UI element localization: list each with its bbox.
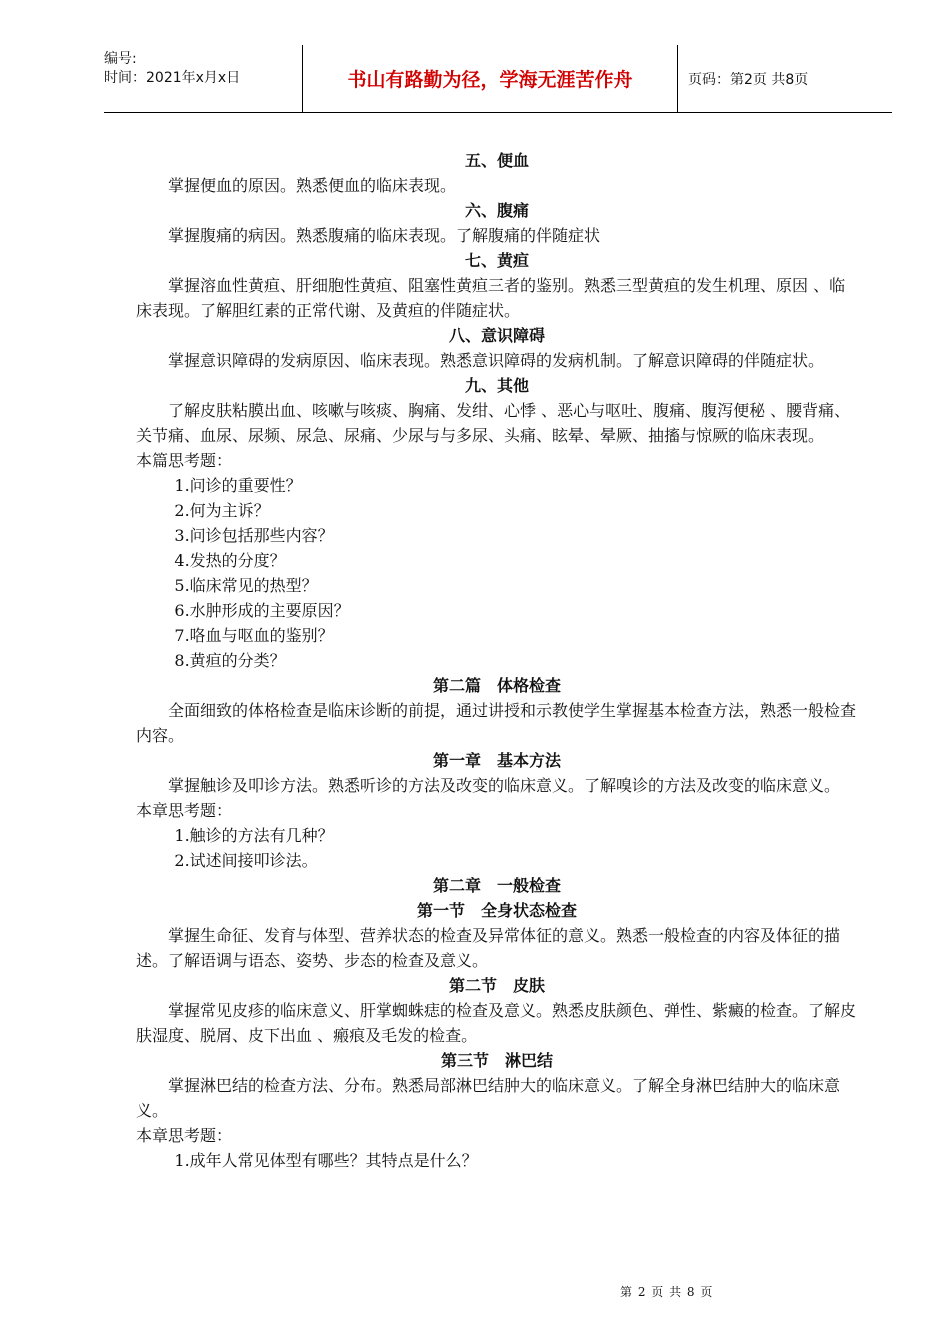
section-heading: 第一章 基本方法 xyxy=(432,751,561,770)
body-paragraph: 掌握淋巴结的检查方法、分布。熟悉局部淋巴结肿大的临床意义。了解全身淋巴结肿大的临床意义。 xyxy=(136,1076,841,1120)
number-label: 编号: xyxy=(104,51,137,67)
section-heading: 六、腹痛 xyxy=(464,201,529,220)
question-item: 1.问诊的重要性？ xyxy=(174,476,302,495)
body-paragraph: 掌握生命征、发育与体型、营养状态的检查及异常体征的意义。熟悉一般检查的内容及体征的描述。了解语调与语态、姿势、步态的检查及意义。 xyxy=(136,926,841,970)
body-paragraph: 掌握溶血性黄疸、肝细胞性黄疸、阻塞性黄疸三者的鉴别。熟悉三型黄疸的发生机理、原因 、临床表现。了解胆红素的正常代谢、及黄疸的伴随症状。 xyxy=(136,276,846,320)
section-heading: 五、便血 xyxy=(464,151,529,170)
motto-text: 书山有路勤为径，学海无涯苦作舟 xyxy=(347,69,633,91)
question-item: 8.黄疸的分类？ xyxy=(174,651,286,670)
question-item: 1.触诊的方法有几种？ xyxy=(174,826,334,845)
section-heading: 第二节 皮肤 xyxy=(448,976,545,995)
date-label: 时间：2021年x月x日 xyxy=(104,70,241,86)
body-paragraph: 掌握触诊及叩诊方法。熟悉听诊的方法及改变的临床意义。了解嗅诊的方法及改变的临床意义。 xyxy=(168,776,841,795)
body-paragraph: 掌握常见皮疹的临床意义、肝掌蜘蛛痣的检查及意义。熟悉皮肤颜色、弹性、紫癜的检查。了解皮肤湿度、脱屑、皮下出血 、瘢痕及毛发的检查。 xyxy=(136,1001,857,1045)
section-heading: 七、黄疸 xyxy=(464,251,529,270)
section-heading: 第一节 全身状态检查 xyxy=(416,901,577,920)
header-left-cell xyxy=(104,45,302,112)
body-paragraph: 掌握腹痛的病因。熟悉腹痛的临床表现。了解腹痛的伴随症状 xyxy=(168,226,601,245)
section-heading: 第三节 淋巴结 xyxy=(440,1051,553,1070)
question-item: 2.何为主诉？ xyxy=(174,501,270,520)
question-item: 6.水肿形成的主要原因？ xyxy=(174,601,350,620)
page-header xyxy=(104,45,892,113)
question-list-title: 本篇思考题： xyxy=(136,451,233,470)
page-label: 页码：第2页 共8页 xyxy=(688,71,809,88)
question-item: 5.临床常见的热型？ xyxy=(174,576,318,595)
question-item: 7.咯血与呕血的鉴别？ xyxy=(174,626,334,645)
body-paragraph: 掌握意识障碍的发病原因、临床表现。熟悉意识障碍的发病机制。了解意识障碍的伴随症状。 xyxy=(168,351,825,370)
question-list-title: 本章思考题： xyxy=(136,801,233,820)
section-heading: 第二篇 体格检查 xyxy=(432,676,561,695)
document-body xyxy=(136,148,858,1173)
body-paragraph: 全面细致的体格检查是临床诊断的前提，通过讲授和示教使学生掌握基本检查方法，熟悉一般检查内容。 xyxy=(136,701,857,745)
question-item: 3.问诊包括那些内容？ xyxy=(174,526,334,545)
body-paragraph: 掌握便血的原因。熟悉便血的临床表现。 xyxy=(168,176,457,195)
header-page-cell xyxy=(678,45,892,112)
page-footer: 第 2 页 共 8 页 xyxy=(620,1285,714,1299)
body-paragraph: 了解皮肤粘膜出血、咳嗽与咳痰、胸痛、发绀、心悸 、恶心与呕吐、腹痛、腹泻便秘 、腰背痛、关节痛、血尿、尿频、尿急、尿痛、少尿与与多尿、头痛、眩晕、晕厥、抽搐与惊厥的临床表现。 xyxy=(136,401,851,445)
section-heading: 第二章 一般检查 xyxy=(432,876,561,895)
question-item: 1.成年人常见体型有哪些？其特点是什么？ xyxy=(174,1151,478,1170)
question-item: 4.发热的分度？ xyxy=(174,551,286,570)
question-list-title: 本章思考题： xyxy=(136,1126,233,1145)
section-heading: 九、其他 xyxy=(464,376,529,395)
section-heading: 八、意识障碍 xyxy=(448,326,545,345)
header-motto-cell xyxy=(302,45,678,112)
question-item: 2.试述间接叩诊法。 xyxy=(174,851,318,870)
